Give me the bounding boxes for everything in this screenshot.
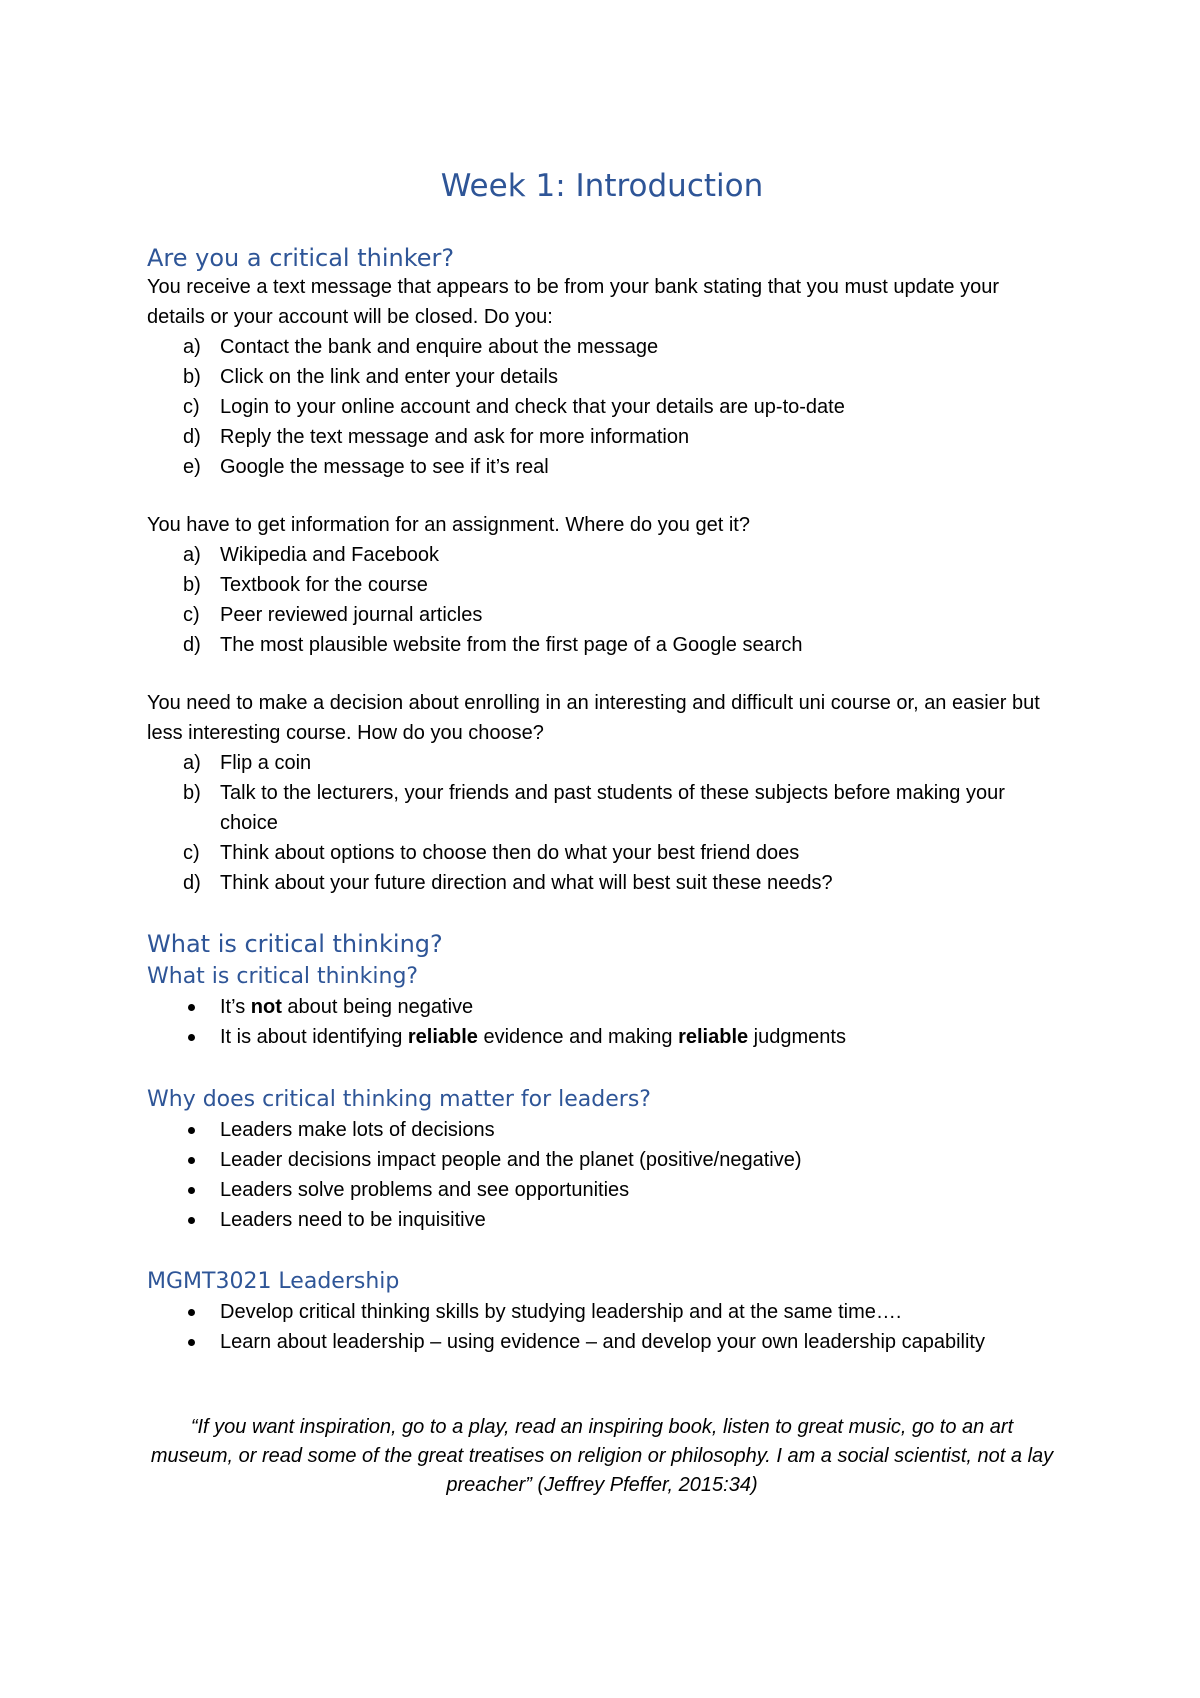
section-why-critical-thinking-matters <box>147 1085 1047 1235</box>
list-item: Learn about leadership – using evidence – and develop your own leadership capability <box>147 1327 1047 1357</box>
section-heading: MGMT3021 Leadership <box>147 1269 400 1294</box>
list-item: b) Talk to the lecturers, your friends and past students of these subjects before making your choice <box>183 782 1005 834</box>
question-3-text: You need to make a decision about enrolling in an interesting and difficult uni course or, an easier but less interesting course. How do you choose? <box>147 692 1040 744</box>
bullet-icon <box>188 1157 195 1164</box>
list-item: Leaders make lots of decisions <box>147 1115 1047 1145</box>
bullet-icon <box>188 1127 195 1134</box>
section-heading: What is critical thinking? <box>147 930 443 958</box>
bullet-icon <box>188 1034 195 1041</box>
question-2-options <box>147 540 1047 660</box>
bullet-icon <box>188 1309 195 1316</box>
list-item: d) Think about your future direction and what will best suit these needs? <box>183 872 833 894</box>
bullet-icon <box>188 1339 195 1346</box>
section-heading: Why does critical thinking matter for leaders? <box>147 1087 651 1112</box>
question-3-options <box>147 748 1047 898</box>
page-title: Week 1: Introduction <box>440 168 764 204</box>
list-item: d) The most plausible website from the first page of a Google search <box>183 634 803 656</box>
list-item: Leader decisions impact people and the planet (positive/negative) <box>147 1145 1047 1175</box>
bullet-list <box>147 1297 1047 1357</box>
section-critical-thinker <box>147 243 1047 898</box>
question-1-options <box>147 332 1047 482</box>
section-heading: Are you a critical thinker? <box>147 244 455 272</box>
list-item: c) Peer reviewed journal articles <box>183 604 483 626</box>
list-item: Leaders solve problems and see opportunities <box>147 1175 1047 1205</box>
bullet-icon <box>188 1187 195 1194</box>
section-subheading: What is critical thinking? <box>147 964 419 989</box>
list-item: d) Reply the text message and ask for more information <box>183 426 690 448</box>
bullet-icon <box>188 1004 195 1011</box>
list-item: a) Flip a coin <box>183 752 312 774</box>
list-item: a) Contact the bank and enquire about the message <box>183 336 659 358</box>
list-item: b) Click on the link and enter your details <box>183 366 558 388</box>
question-2-text: You have to get information for an assignment. Where do you get it? <box>147 514 750 536</box>
list-item: Develop critical thinking skills by studying leadership and at the same time…. <box>147 1297 1047 1327</box>
bullet-list <box>147 992 1047 1052</box>
bullet-list <box>147 1115 1047 1235</box>
question-1-text: You receive a text message that appears to be from your bank stating that you must update your details or your account will be closed. Do you: <box>147 276 999 328</box>
list-item: c) Think about options to choose then do what your best friend does <box>183 842 800 864</box>
list-item: a) Wikipedia and Facebook <box>183 544 440 566</box>
list-item: It’s not about being negative <box>147 992 1047 1022</box>
list-item: c) Login to your online account and check that your details are up-to-date <box>183 396 845 418</box>
list-item: Leaders need to be inquisitive <box>147 1205 1047 1235</box>
list-item: e) Google the message to see if it’s real <box>183 456 549 478</box>
closing-quote: “If you want inspiration, go to a play, read an inspiring book, listen to great music, go to an art museum, or read some of the great treatises on religion or philosophy. I am a social scientist, not a lay preacher” (Jeffrey Pfeffer, 2015:34) <box>150 1416 1054 1496</box>
list-item: It is about identifying reliable evidence and making reliable judgments <box>147 1022 1047 1052</box>
section-what-is-critical-thinking <box>147 929 1047 1052</box>
list-item: b) Textbook for the course <box>183 574 428 596</box>
section-mgmt3021-leadership <box>147 1267 1047 1357</box>
bullet-icon <box>188 1217 195 1224</box>
